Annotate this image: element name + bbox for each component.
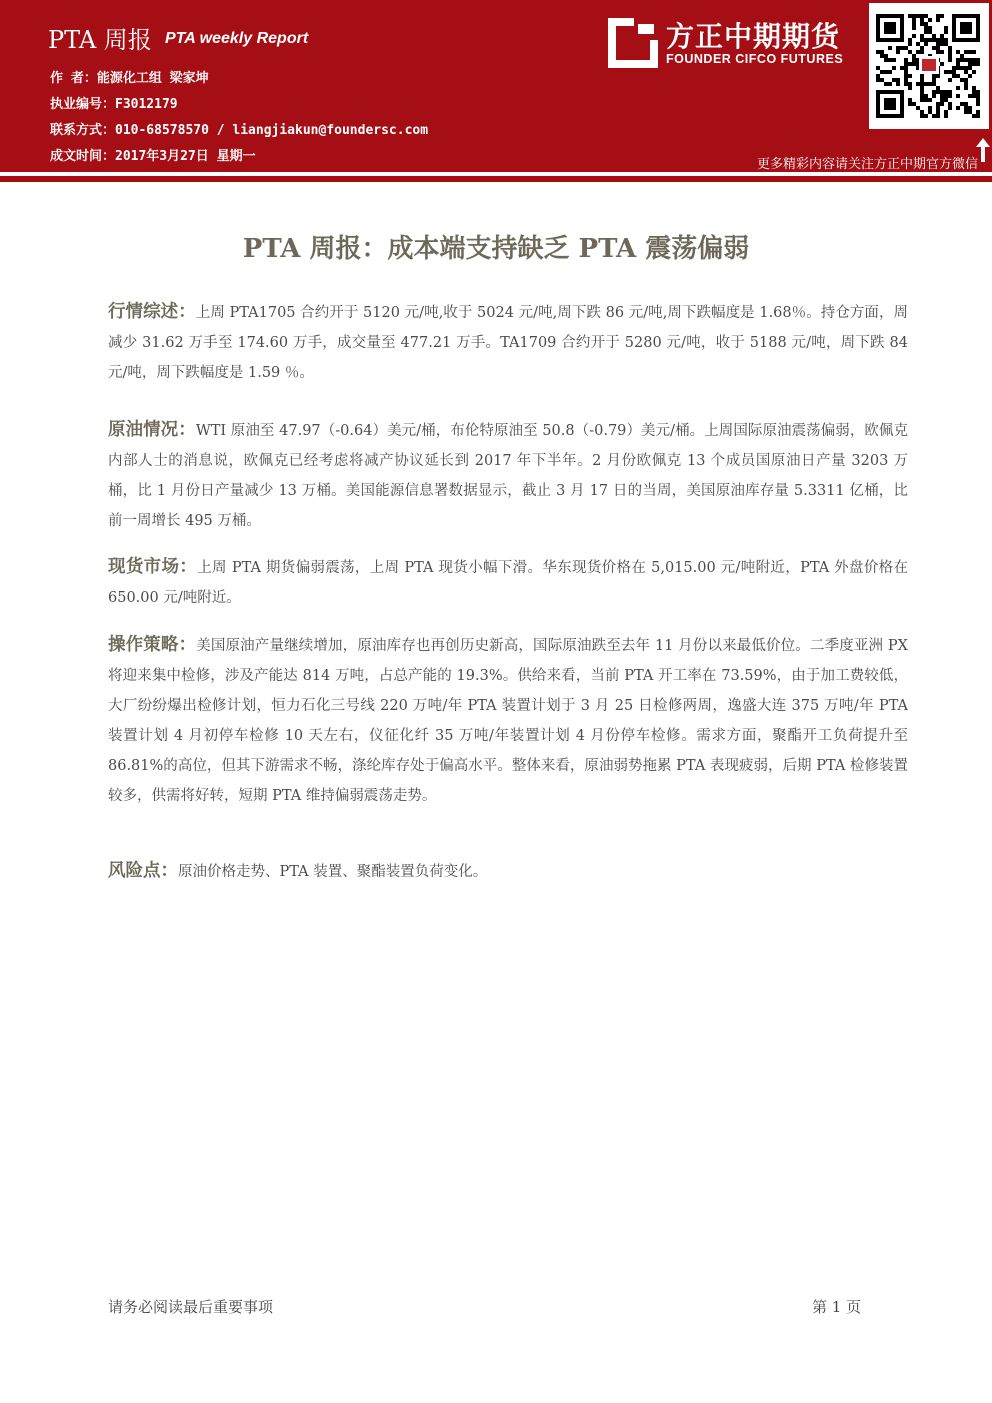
section-label: 原油情况	[108, 420, 179, 440]
qr-code	[869, 3, 989, 129]
header-divider	[0, 176, 992, 182]
footer-disclaimer: 请务必阅读最后重要事项	[108, 1298, 274, 1316]
report-title: PTA 周报	[48, 26, 152, 54]
wechat-note: 更多精彩内容请关注方正中期官方微信	[756, 157, 978, 172]
section-text: 原油价格走势、PTA 装置、聚酯装置负荷变化。	[178, 864, 488, 880]
section-label: 现货市场	[108, 557, 180, 577]
section-label: 风险点	[108, 861, 161, 881]
section-text: 上周 PTA1705 合约开于 5120 元/吨,收于 5024 元/吨,周下跌 86 元/吨,周下跌幅度是 1.68％。持仓方面，周减少 31.62 万手至 174.60 万手，成交量至 477.21 万手。TA1709 合约开于 5280 元/吨，收于 5188 元/吨，周下跌 84 元/吨，周下跌幅度是 1.59 ％。	[108, 305, 909, 381]
company-logo	[608, 15, 858, 71]
section-text: 上周 PTA 期货偏弱震荡，上周 PTA 现货小幅下滑。华东现货价格在 5,015.00 元/吨附近，PTA 外盘价格在 650.00 元/吨附近。	[108, 560, 908, 606]
section-text: 美国原油产量继续增加，原油库存也再创历史新高，国际原油跌至去年 11 月份以来最低价位。二季度亚洲 PX 将迎来集中检修，涉及产能达 814 万吨，占总产能的 19.3%。供给来看，当前 PTA 开工率在 73.59%，由于加工费较低，大厂纷纷爆出检修计划，恒力石化三号线 220 万吨/年 PTA 装置计划于 3 月 25 日检修两周，逸盛大连 375 万吨/年 PTA 装置计划 4 月初停车检修 10 天左右，仪征化纤 35 万吨/年装置计划 4 月份停车检修。需求方面，聚酯开工负荷提升至 86.81%的高位，但其下游需求不畅，涤纶库存处于偏高水平。整体来看，原油弱势拖累 PTA 表现疲弱，后期 PTA 检修装置较多，供需将好转，短期 PTA 维持偏弱震荡走势。	[108, 638, 909, 804]
logo-mark-icon	[608, 18, 658, 68]
section-market-summary: 行情综述：上周 PTA1705 合约开于 5120 元/吨,收于 5024 元/吨,周下跌 86 元/吨,周下跌幅度是 1.68％。持仓方面，周减少 31.62 万手至 174.60 万手，成交量至 477.21 万手。TA1709 合约开于 5280 元/吨，收于 5188 元/吨，周下跌 84 元/吨，周下跌幅度是 1.59 ％。	[108, 302, 909, 381]
up-arrow-icon	[976, 138, 990, 162]
document-title: PTA 周报：成本端支持缺乏 PTA 震荡偏弱	[242, 234, 750, 264]
section-risks: 风险点：原油价格走势、PTA 装置、聚酯装置负荷变化。	[108, 861, 488, 881]
section-crude-oil: 原油情况：WTI 原油至 47.97（-0.64）美元/桶，布伦特原油至 50.8（-0.79）美元/桶。上周国际原油震荡偏弱，欧佩克内部人士的消息说，欧佩克已经考虑将减产协议延长到 2017 年下半年。2 月份欧佩克 13 个成员国原油日产量 3203 万桶，比 1 月份日产量减少 13 万桶。美国能源信息署数据显示，截止 3 月 17 日的当周，美国原油库存量 5.3311 亿桶，比前一周增长 495 万桶。	[108, 420, 909, 529]
logo-english-name: FOUNDER CIFCO FUTURES	[666, 52, 844, 66]
author-line: 作 者：能源化工组 梁家坤	[50, 71, 209, 86]
section-strategy: 操作策略：美国原油产量继续增加，原油库存也再创历史新高，国际原油跌至去年 11 月份以来最低价位。二季度亚洲 PX 将迎来集中检修，涉及产能达 814 万吨，占总产能的 19.3%。供给来看，当前 PTA 开工率在 73.59%，由于加工费较低，大厂纷纷爆出检修计划，恒力石化三号线 220 万吨/年 PTA 装置计划于 3 月 25 日检修两周，逸盛大连 375 万吨/年 PTA 装置计划 4 月初停车检修 10 天左右，仪征化纤 35 万吨/年装置计划 4 月份停车检修。需求方面，聚酯开工负荷提升至 86.81%的高位，但其下游需求不畅，涤纶库存处于偏高水平。整体来看，原油弱势拖累 PTA 表现疲弱，后期 PTA 检修装置较多，供需将好转，短期 PTA 维持偏弱震荡走势。	[108, 635, 909, 804]
contact-line: 联系方式：010-68578570 / liangjiakun@foundersc.com	[50, 123, 429, 138]
section-label: 行情综述	[108, 302, 179, 322]
section-text: WTI 原油至 47.97（-0.64）美元/桶，布伦特原油至 50.8（-0.79）美元/桶。上周国际原油震荡偏弱，欧佩克内部人士的消息说，欧佩克已经考虑将减产协议延长到 2017 年下半年。2 月份欧佩克 13 个成员国原油日产量 3203 万桶，比 1 月份日产量减少 13 万桶。美国能源信息署数据显示，截止 3 月 17 日的当周，美国原油库存量 5.3311 亿桶，比前一周增长 495 万桶。	[108, 423, 909, 529]
logo-chinese-name: 方正中期期货	[666, 20, 841, 53]
section-label: 操作策略	[108, 635, 179, 655]
license-line: 执业编号：F3012179	[50, 97, 178, 112]
date-line: 成文时间：2017年3月27日 星期一	[50, 149, 256, 164]
section-spot-market: 现货市场：上周 PTA 期货偏弱震荡，上周 PTA 现货小幅下滑。华东现货价格在 5,015.00 元/吨附近，PTA 外盘价格在 650.00 元/吨附近。	[108, 557, 908, 606]
report-subtitle: PTA weekly Report	[165, 30, 309, 47]
qr-code-icon	[876, 10, 982, 122]
page-number: 第 1 页	[812, 1298, 862, 1316]
